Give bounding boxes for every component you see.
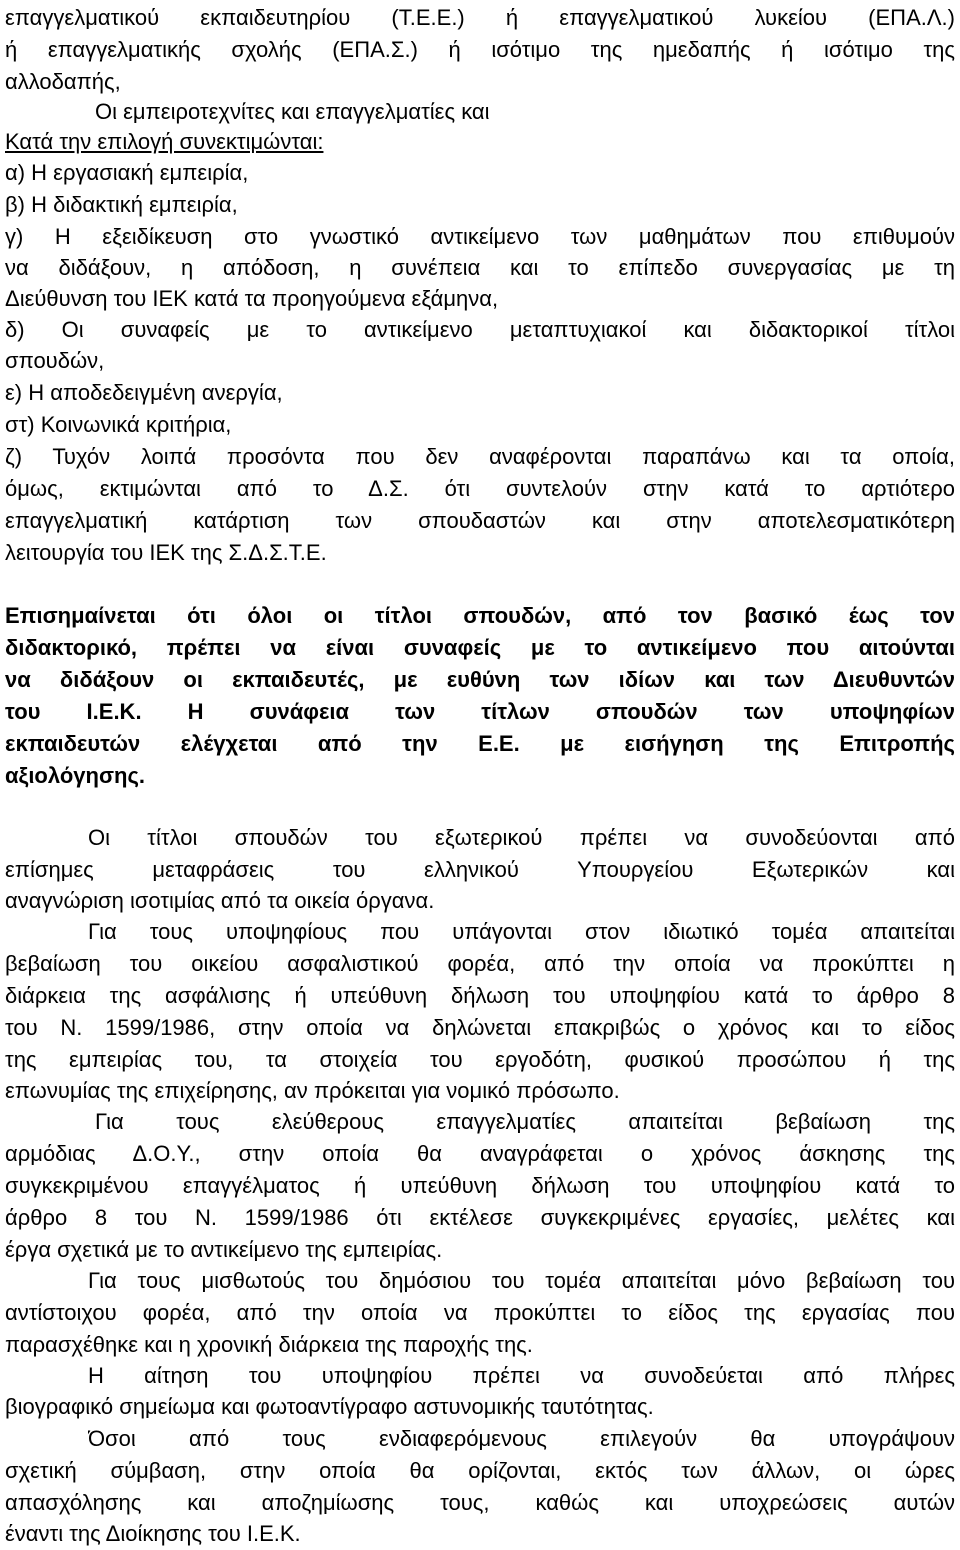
- list-item: δ) Οι συναφείς με το αντικείμενο μεταπτυχιακοί και διδακτορικοί τίτλοι: [5, 317, 955, 342]
- text-line: έργα σχετικά με το αντικείμενο της εμπειρίας.: [5, 1237, 443, 1262]
- text-line: Οι τίτλοι σπουδών του εξωτερικού πρέπει να συνοδεύονται από: [88, 825, 955, 850]
- text-line: επωνυμίας της επιχείρησης, αν πρόκειται για νομικό πρόσωπο.: [5, 1078, 620, 1103]
- text-line: να διδάξουν, η απόδοση, η συνέπεια και το επίπεδο συνεργασίας με τη: [5, 255, 955, 280]
- text-line: αντίστοιχου φορέα, από την οποία να προκύπτει το είδος της εργασίας που: [5, 1300, 955, 1325]
- bold-paragraph-line: εκπαιδευτών ελέγχεται από την Ε.Ε. με εισήγηση της Επιτροπής: [5, 731, 955, 756]
- list-item: ε) Η αποδεδειγμένη ανεργία,: [5, 380, 283, 405]
- text-line: λειτουργία του ΙΕΚ της Σ.Δ.Σ.Τ.Ε.: [5, 540, 327, 565]
- list-item: στ) Κοινωνικά κριτήρια,: [5, 412, 232, 437]
- list-item: ζ) Τυχόν λοιπά προσόντα που δεν αναφέρονται παραπάνω και τα οποία,: [5, 444, 955, 469]
- text-line: σπουδών,: [5, 348, 105, 373]
- bold-paragraph-line: Επισημαίνεται ότι όλοι οι τίτλοι σπουδών, από τον βασικό έως τον: [5, 603, 955, 628]
- text-line: Για τους υποψηφίους που υπάγονται στον ιδιωτικό τομέα απαιτείται: [88, 919, 955, 944]
- section-heading: Κατά την επιλογή συνεκτιμώνται:: [5, 129, 324, 154]
- text-line: Οι εμπειροτεχνίτες και επαγγελματίες και: [95, 99, 490, 124]
- list-item: γ) Η εξειδίκευση στο γνωστικό αντικείμενο των μαθημάτων που επιθυμούν: [5, 224, 955, 249]
- text-line: διάρκεια της ασφάλισης ή υπεύθυνη δήλωση του υποψηφίου κατά το άρθρο 8: [5, 983, 955, 1008]
- text-line: επαγγελματική κατάρτιση των σπουδαστών και στην αποτελεσματικότερη: [5, 508, 955, 533]
- bold-paragraph-line: αξιολόγησης.: [5, 763, 145, 788]
- list-item: β) Η διδακτική εμπειρία,: [5, 192, 238, 217]
- text-line: έναντι της Διοίκησης του Ι.Ε.Κ.: [5, 1521, 301, 1546]
- text-line: επαγγελματικού εκπαιδευτηρίου (Τ.Ε.Ε.) ή επαγγελματικού λυκείου (ΕΠΑ.Λ.): [5, 5, 955, 30]
- text-line: Η αίτηση του υποψηφίου πρέπει να συνοδεύεται από πλήρες: [88, 1363, 955, 1388]
- bold-paragraph-line: να διδάξουν οι εκπαιδευτές, με ευθύνη των ιδίων και των Διευθυντών: [5, 667, 955, 692]
- text-line: Διεύθυνση του ΙΕΚ κατά τα προηγούμενα εξάμηνα,: [5, 286, 499, 311]
- text-line: συγκεκριμένου επαγγέλματος ή υπεύθυνη δήλωση του υποψηφίου κατά το: [5, 1173, 955, 1198]
- text-line: σχετική σύμβαση, στην οποία θα ορίζονται, εκτός των άλλων, οι ώρες: [5, 1458, 955, 1483]
- text-line: του Ν. 1599/1986, στην οποία να δηλώνεται επακριβώς ο χρόνος και το είδος: [5, 1015, 955, 1040]
- bold-paragraph-line: διδακτορικό, πρέπει να είναι συναφείς με το αντικείμενο που αιτούνται: [5, 635, 955, 660]
- bold-paragraph-line: του Ι.Ε.Κ. Η συνάφεια των τίτλων σπουδών των υποψηφίων: [5, 699, 955, 724]
- text-line: άρθρο 8 του Ν. 1599/1986 ότι εκτέλεσε συγκεκριμένες εργασίες, μελέτες και: [5, 1205, 955, 1230]
- text-line: Όσοι από τους ενδιαφερόμενους επιλεγούν θα υπογράψουν: [88, 1426, 955, 1451]
- text-line: απασχόλησης και αποζημίωσης τους, καθώς και υποχρεώσεις αυτών: [5, 1490, 955, 1515]
- text-line: ή επαγγελματικής σχολής (ΕΠΑ.Σ.) ή ισότιμο της ημεδαπής ή ισότιμο της: [5, 37, 955, 62]
- text-line: Για τους μισθωτούς του δημόσιου του τομέα απαιτείται μόνο βεβαίωση του: [88, 1268, 955, 1293]
- text-line: αλλοδαπής,: [5, 69, 121, 94]
- text-line: αναγνώριση ισοτιμίας από τα οικεία όργανα.: [5, 888, 435, 913]
- list-item: α) Η εργασιακή εμπειρία,: [5, 160, 249, 185]
- text-line: Για τους ελεύθερους επαγγελματίες απαιτείται βεβαίωση της: [95, 1109, 955, 1134]
- text-line: επίσημες μεταφράσεις του ελληνικού Υπουργείου Εξωτερικών και: [5, 857, 955, 882]
- text-line: βεβαίωση του οικείου ασφαλιστικού φορέα, από την οποία να προκύπτει η: [5, 951, 955, 976]
- text-line: αρμόδιας Δ.Ο.Υ., στην οποία θα αναγράφεται ο χρόνος άσκησης της: [5, 1141, 955, 1166]
- text-line: βιογραφικό σημείωμα και φωτοαντίγραφο αστυνομικής ταυτότητας.: [5, 1394, 654, 1419]
- text-line: της εμπειρίας του, τα στοιχεία του εργοδότη, φυσικού προσώπου ή της: [5, 1047, 955, 1072]
- text-line: παρασχέθηκε και η χρονική διάρκεια της παροχής της.: [5, 1332, 533, 1357]
- text-line: όμως, εκτιμώνται από το Δ.Σ. ότι συντελούν στην κατά το αρτιότερο: [5, 476, 955, 501]
